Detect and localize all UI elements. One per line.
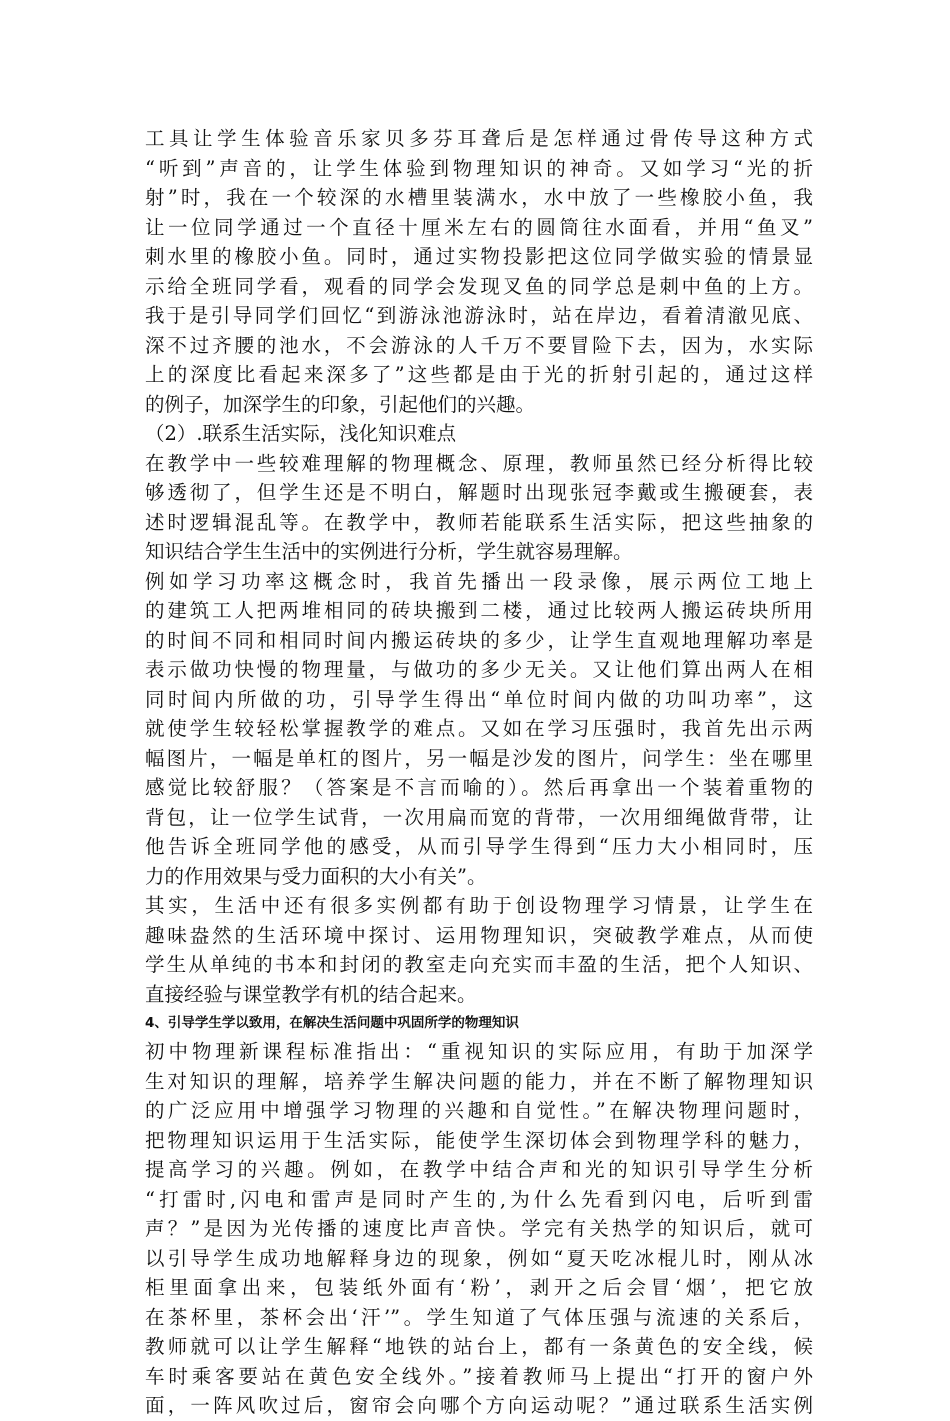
text-line: 趣味盎然的生活环境中探讨、运用物理知识，突破教学难点，从而使	[145, 923, 813, 947]
paragraph-4	[145, 891, 813, 1009]
text-line: 让一位同学通过一个直径十厘米左右的圆筒往水面看，并用“鱼叉”	[145, 215, 813, 239]
text-line: 车时乘客要站在黄色安全线外。”接着教师马上提出“打开的窗户外	[145, 1364, 813, 1388]
text-line: 述时逻辑混乱等。在教学中，教师若能联系生活实际，把这些抽象的	[145, 510, 813, 534]
text-line: “听到”声音的，让学生体验到物理知识的神奇。又如学习“光的折	[145, 156, 813, 180]
text-line: 柜里面拿出来，包装纸外面有‘粉’，剥开之后会冒‘烟’，把它放	[145, 1276, 813, 1299]
section-heading: 4、引导学生学以致用，在解决生活问题中巩固所学的物理知识	[145, 1015, 519, 1031]
text-line: 学生从单纯的书本和封闭的教室走向充实而丰盈的生活，把个人知识、	[145, 953, 813, 976]
text-line: 提高学习的兴趣。例如，在教学中结合声和光的知识引导学生分析	[145, 1158, 813, 1181]
text-line: 知识结合学生生活中的实例进行分析，学生就容易理解。	[145, 540, 633, 563]
text-line: 够透彻了，但学生还是不明白，解题时出现张冠李戴或生搬硬套，表	[145, 481, 813, 504]
text-line: 的建筑工人把两堆相同的砖块搬到二楼，通过比较两人搬运砖块所用	[145, 599, 813, 622]
text-line: 我于是引导同学们回忆“到游泳池游泳时，站在岸边，看着清澈见底、	[145, 304, 813, 327]
paragraph-3	[145, 567, 813, 892]
text-line: 他告诉全班同学他的感受，从而引导学生得到“压力大小相同时，压	[145, 835, 813, 858]
text-line: 幅图片，一幅是单杠的图片，另一幅是沙发的图片，问学生：坐在哪里	[145, 746, 813, 770]
paragraph-2	[145, 449, 813, 567]
text-line: 把物理知识运用于生活实际，能使学生深切体会到物理学科的魅力，	[145, 1128, 813, 1152]
text-line: 教师就可以让学生解释“地铁的站台上，都有一条黄色的安全线，候	[145, 1335, 813, 1358]
paragraph-5	[145, 1037, 813, 1421]
text-line: 示给全班同学看，观看的同学会发现叉鱼的同学总是刺中鱼的上方。	[145, 274, 813, 298]
text-line: 初中物理新课程标准指出：“重视知识的实际应用，有助于加深学	[145, 1040, 813, 1063]
text-line: 直接经验与课堂教学有机的结合起来。	[145, 982, 477, 1006]
text-line: 背包，让一位学生试背，一次用扁而宽的背带，一次用细绳做背带，让	[145, 805, 813, 829]
paragraph-1	[145, 124, 813, 419]
text-line: 的广泛应用中增强学习物理的兴趣和自觉性。”在解决物理问题时，	[145, 1099, 813, 1122]
text-line: 感觉比较舒服？（答案是不言而喻的）。然后再拿出一个装着重物的	[145, 776, 813, 799]
subheading-line: （2）.联系生活实际，浅化知识难点	[145, 422, 457, 445]
text-line: 同时间内所做的功，引导学生得出“单位时间内做的功叫功率”，这	[145, 687, 813, 711]
text-line: “打雷时,闪电和雷声是同时产生的,为什么先看到闪电，后听到雷	[145, 1187, 813, 1211]
document-body	[145, 124, 813, 1421]
text-line: 工具让学生体验音乐家贝多芬耳聋后是怎样通过骨传导这种方式	[145, 127, 813, 150]
text-line: 表示做功快慢的物理量，与做功的多少无关。又让他们算出两人在相	[145, 658, 813, 681]
subheading-2	[145, 419, 813, 449]
text-line: 在茶杯里，茶杯会出‘汗’”。学生知道了气体压强与流速的关系后，	[145, 1305, 813, 1329]
text-line: 力的作用效果与受力面积的大小有关”。	[145, 864, 487, 888]
text-line: 深不过齐腰的池水，不会游泳的人千万不要冒险下去，因为，水实际	[145, 333, 813, 357]
text-line: 生对知识的理解，培养学生解决问题的能力，并在不断了解物理知识	[145, 1069, 813, 1093]
text-line: 射”时，我在一个较深的水槽里装满水，水中放了一些橡胶小鱼，我	[145, 186, 813, 209]
text-line: 面，一阵风吹过后，窗帘会向哪个方向运动呢？”通过联系生活实例	[145, 1394, 813, 1417]
text-line: 刺水里的橡胶小鱼。同时，通过实物投影把这位同学做实验的情景显	[145, 245, 813, 268]
text-line: 其实，生活中还有很多实例都有助于创设物理学习情景，让学生在	[145, 894, 813, 917]
text-line: 在教学中一些较难理解的物理概念、原理，教师虽然已经分析得比较	[145, 451, 813, 475]
text-line: 的时间不同和相同时间内搬运砖块的多少，让学生直观地理解功率是	[145, 628, 813, 652]
text-line: 就使学生较轻松掌握教学的难点。又如在学习压强时，我首先出示两	[145, 717, 813, 740]
text-line: 声？”是因为光传播的速度比声音快。学完有关热学的知识后，就可	[145, 1217, 813, 1240]
text-line: 上的深度比看起来深多了”这些都是由于光的折射引起的，通过这样	[145, 363, 813, 386]
text-line: 以引导学生成功地解释身边的现象，例如“夏天吃冰棍儿时，刚从冰	[145, 1246, 813, 1270]
text-line: 的例子，加深学生的印象，引起他们的兴趣。	[145, 392, 536, 416]
text-line: 例如学习功率这概念时，我首先播出一段录像，展示两位工地上	[145, 569, 813, 593]
